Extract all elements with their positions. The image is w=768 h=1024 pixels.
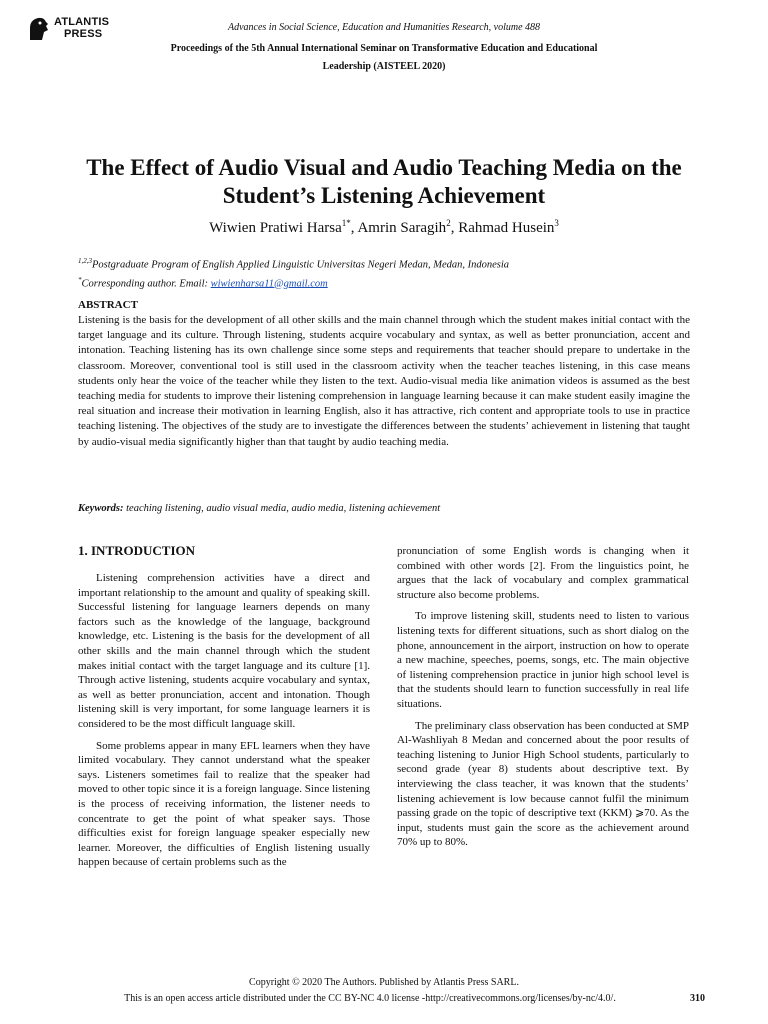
abstract-heading: ABSTRACT [78,299,138,311]
email-link[interactable]: wiwienharsa11@gmail.com [210,278,328,289]
publisher-name-line1: ATLANTIS [54,16,110,28]
paragraph: Some problems appear in many EFL learners when they have limited vocabulary. They cannot understand what the speaker says. Listeners sometimes fail to realize that the speaker had moved to other topic since it is a foreign language. Since listening is the process of receiving information, the listener needs to concentrate to get the point of what speaker says. Those difficulties exist for foreign language speaker especially new learner. Moreover, the difficulties of English listening usually happen because of certain problems such as the [78,739,370,869]
publisher-name-line2: PRESS [64,28,103,40]
author-list: Wiwien Pratiwi Harsa$^{1*}$, Amrin Saragih$^2$, Rahmad Husein$^3$ [209,218,559,236]
corresponding-line [78,273,509,292]
section-heading: 1. INTRODUCTION [78,543,196,558]
paragraph: The preliminary class observation has been conducted at SMP Al-Washliyah 8 Medan and concerned about the poor results of teaching listening to Junior High School students, particularly to second grade (year 8) students about descriptive text. By interviewing the class teacher, it was known that the students’ listening achievement is low because cannot fulfil the minimum passing grade on the topic of descriptive text (KKM) ⩾70. As the input, students must gain the score as the achievement around 70% up to 80%. [397,719,689,849]
affiliation-line [78,254,509,273]
keywords-text: teaching listening, audio visual media, audio media, listening achievement [126,503,441,514]
author-name: Wiwien Pratiwi Harsa [209,220,342,236]
author-sup: 2 [446,218,451,228]
keywords-label: Keywords: [78,503,124,514]
author-name: Rahmad Husein [458,220,555,236]
page-number: 310 [690,993,705,1004]
proceedings-header: Proceedings of the 5th Annual International Seminar on Transformative Education and Educational Leadership (AISTEEL 2020) [170,43,598,72]
paragraph: pronunciation of some English words is changing when it combined with other words [2]. From the linguistics point, he argues that the lack of vocabulary and complex grammatical structure also become problems. [397,545,689,601]
right-column [397,544,689,857]
author-sup: 3 [554,218,559,228]
author-sup: 1* [341,218,351,228]
affiliation-block [78,254,509,291]
left-column [78,571,370,877]
keywords-line [78,503,440,514]
affiliation-sup: 1,2,3 [78,257,92,265]
paragraph: Listening comprehension activities have a direct and important relationship to the amount and quality of speaking skill. Successful listening for language learners depends on many factors such as the knowledge of the language, background knowledge, etc. Listening is the basis for the development of all other skills and the main channel through which the student makes initial contact with the target language and its culture [1]. Through active listening, students acquire vocabulary and syntax, as well as better pronunciation, accent and intonation. Though listening skill is very important, for some language learners it is considered to be the most difficult language skill. [78,572,370,730]
license-footer: This is an open access article distributed under the CC BY-NC 4.0 license -http://creativecommons.org/licenses/by-nc/4.0/. [124,993,616,1004]
corresponding-text: Corresponding author. Email: [81,278,211,289]
paper-title: The Effect of Audio Visual and Audio Teaching Media on the Student’s Listening Achievement [86,155,682,208]
corresponding-sup: * [78,275,82,284]
author-name: Amrin Saragih [357,220,447,236]
paragraph: To improve listening skill, students need to listen to various listening texts for different situations, such as short dialog on the phone, announcement in the airport, instruction on how to operate a new machine, speeches, poems, songs, etc. The main objective of listening comprehension practice in junior high school level is that the students should learn to function successfully in real life situations. [397,610,689,710]
abstract-body: Listening is the basis for the development of all other skills and the main channel through which the student makes initial contact with the target language and its culture. Through listening, students acquire vocabulary and syntax, as well as better pronunciation, accent and intonation. Teaching listening has its own challenge since some steps and requirements that teacher should prepare to undertake in the classroom. Moreover, conventional tool is still used in the classroom activity when the teacher teaches listening, in this case means students only hear the voice of the teacher while they listen to the text. Audio-visual media like animation videos is assumed as the best teaching media for students to improve their listening comprehension in language learning because it can make student easily imagine the real situation and increase their motivation in learning English, also it has attractive, rich content and appropriate tools to use in practice teaching listening. The objectives of the study are to investigate the differences between the students’ achievement in listening that taught by audio-visual media significantly higher than that taught by audio teaching media. [78,314,690,448]
copyright-footer: Copyright © 2020 The Authors. Published by Atlantis Press SARL. [249,977,519,988]
series-header: Advances in Social Science, Education and Humanities Research, volume 488 [227,22,541,33]
affiliation-text: Postgraduate Program of English Applied Linguistic Universitas Negeri Medan, Medan, Indonesia [92,259,510,271]
